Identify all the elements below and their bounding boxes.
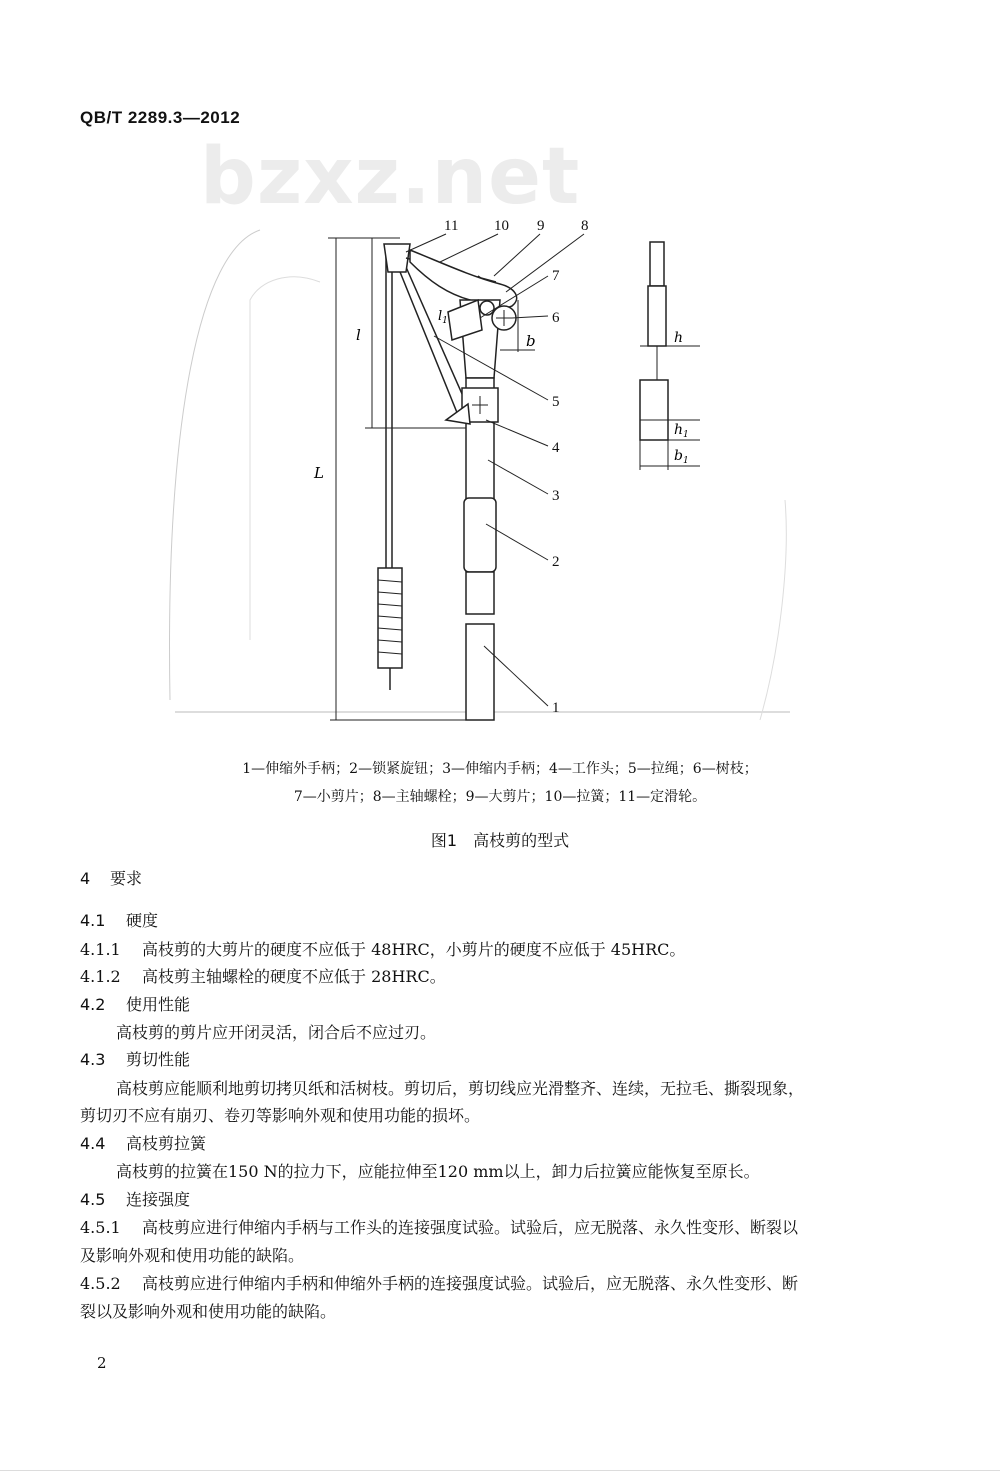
clause: 4.1.1 高枝剪的大剪片的硬度不应低于 48HRC，小剪片的硬度不应低于 45HRC。 <box>80 940 686 959</box>
outer-handle-upper <box>466 572 494 614</box>
figure-caption: 图1 高枝剪的型式 <box>430 831 570 850</box>
dim-h1: $h_1$ <box>674 422 689 440</box>
callout-9: 9 <box>537 218 545 234</box>
rope-bracket <box>446 404 470 424</box>
lock-knob <box>464 498 496 572</box>
section-heading: 4 要求 <box>80 869 143 888</box>
dim-b: b <box>526 332 536 350</box>
clause: 4.5.1 高枝剪应进行伸缩内手柄与工作头的连接强度试验。试验后，应无脱落、永久性变形、断裂以 <box>80 1218 799 1237</box>
side-view-head <box>640 380 668 440</box>
dim-h: h <box>674 330 684 346</box>
figure-legend-line-1: 1—伸缩外手柄；2—锁紧旋钮；3—伸缩内手柄；4—工作头；5—拉绳；6—树枝； <box>242 761 758 777</box>
clause: 4.1.2 高枝剪主轴螺栓的硬度不应低于 28HRC。 <box>80 967 446 986</box>
dim-L: L <box>314 464 324 482</box>
callout-7: 7 <box>552 268 560 284</box>
page-number: 2 <box>97 1354 107 1372</box>
callout-6: 6 <box>552 310 560 326</box>
paragraph: 高枝剪应能顺利地剪切拷贝纸和活树枝。剪切后，剪切线应光滑整齐、连续，无拉毛、撕裂现象， <box>116 1079 805 1098</box>
section-heading: 4.1 硬度 <box>80 911 159 930</box>
figure-legend-line-2: 7—小剪片；8—主轴螺栓；9—大剪片；10—拉簧；11—定滑轮。 <box>293 789 707 805</box>
callout-5: 5 <box>552 394 560 410</box>
dim-b1: $b_1$ <box>674 448 689 466</box>
paragraph: 高枝剪的剪片应开闭灵活，闭合后不应过刃。 <box>116 1023 437 1042</box>
section-heading: 4.2 使用性能 <box>80 995 191 1014</box>
outer-handle-lower <box>466 624 494 720</box>
section-heading: 4.5 连接强度 <box>80 1190 191 1209</box>
paragraph: 高枝剪的拉簧在150 N的拉力下，应能拉伸至120 mm以上，卸力后拉簧应能恢复至原长。 <box>116 1162 760 1181</box>
callout-1: 1 <box>552 700 560 716</box>
side-view-top <box>650 242 664 286</box>
callout-10: 10 <box>494 218 509 234</box>
dim-l1: $l_1$ <box>438 309 448 326</box>
watermark: bzxz.net <box>200 132 581 222</box>
clause-continued: 裂以及影响外观和使用功能的缺陷。 <box>80 1302 337 1321</box>
clause-continued: 及影响外观和使用功能的缺陷。 <box>80 1246 305 1265</box>
callout-8: 8 <box>581 218 589 234</box>
callout-4: 4 <box>552 440 560 456</box>
side-view-blade <box>648 286 666 346</box>
callout-2: 2 <box>552 554 560 570</box>
paragraph-continued: 剪切刃不应有崩刃、卷刃等影响外观和使用功能的损坏。 <box>80 1106 481 1125</box>
standard-code: QB/T 2289.3—2012 <box>80 108 241 127</box>
section-heading: 4.4 高枝剪拉簧 <box>80 1134 207 1153</box>
main-bolt <box>480 301 494 315</box>
bottom-rule <box>0 1470 1000 1471</box>
callout-11: 11 <box>444 218 459 234</box>
callout-3: 3 <box>552 488 560 504</box>
clause: 4.5.2 高枝剪应进行伸缩内手柄和伸缩外手柄的连接强度试验。试验后，应无脱落、永久性变形、断 <box>80 1274 799 1293</box>
section-heading: 4.3 剪切性能 <box>80 1050 191 1069</box>
dim-l: l <box>356 326 361 344</box>
